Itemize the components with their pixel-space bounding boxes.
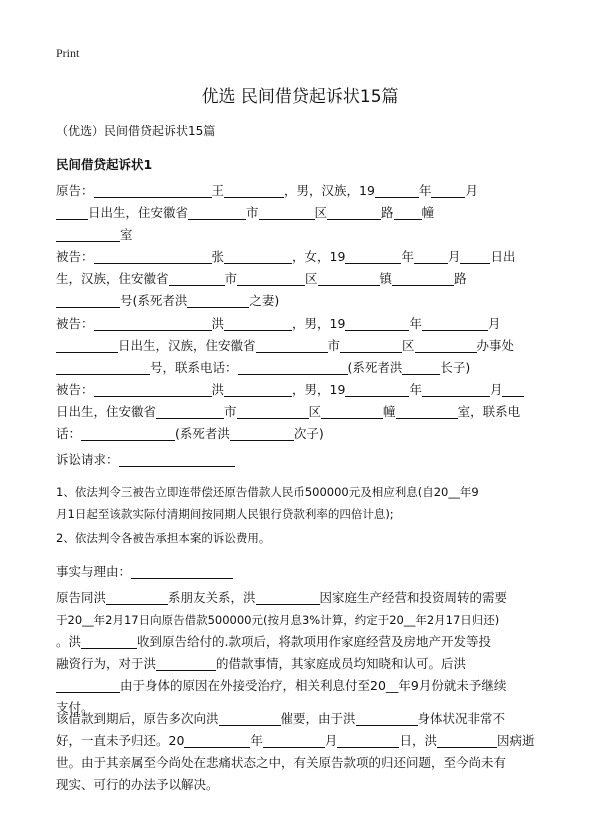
blank-field [340,338,402,353]
blank-field [414,249,448,264]
text: (系死者洪 [347,360,403,375]
claim-2-paragraph [56,527,546,549]
page-title: 优选 民间借贷起诉状15篇 [201,87,399,107]
plaintiff-line-3 [56,224,546,246]
facts-p2-line-3: 世。由于其亲属至今尚处在悲痛状态之中，有关原告款项的归还问题，至今尚未有 [56,755,507,770]
blank-field [356,711,418,726]
text: 收到原告给付的.款项后，将款项用作家庭经营及房地产开发等投 [137,634,491,649]
text: 年 [409,316,422,331]
text: 年 [401,249,414,264]
text: 的借款事情，其家庭成员均知晓和认可。后洪 [216,656,467,671]
defendant-2-line-2 [56,335,546,357]
text: 区 [305,271,318,286]
text: 长子) [440,360,471,375]
blank-field [321,404,383,419]
label: 原告： [56,183,94,198]
blank-field [394,205,422,220]
surname: 张 [211,249,225,264]
text: 市 [224,271,238,286]
text: 由于身体的原因在外接受治疗，相关利息付至20__年9月份就未予继续 [120,678,507,693]
facts-p2-line-1 [56,708,546,730]
blank-field [56,227,120,242]
text: (系死者洪 [175,426,230,441]
blank-field [224,316,292,331]
text: 室，联系电 [457,404,521,419]
text: 幢 [383,404,396,419]
blank-field [169,271,225,286]
blank-field [187,293,249,308]
text: 年 [250,733,263,748]
text: 该借款到期后，原告多次向洪 [56,711,219,726]
facts-p1-line-5 [56,675,546,697]
blank-field [237,404,309,419]
blank-field [188,205,246,220]
facts-p1-line-2: 于20__年2月17日向原告借款500000元(按月息3%计算，约定于20__年2月17日归还) [56,613,500,627]
text: 日出 [490,249,516,264]
blank-field [156,656,216,671]
defendant-1-line-2 [56,268,546,290]
blank-field [402,360,440,375]
blank-field [81,634,137,649]
text: 原告同洪 [56,590,107,605]
defendant-1-paragraph [56,246,546,312]
blank-field [259,205,315,220]
text: 因家庭生产经营和投资周转的需要 [319,590,508,605]
blank-field [238,360,348,375]
text: 。洪 [56,634,82,649]
blank-field [502,382,524,397]
defendant-1-line-1 [56,246,546,268]
surname: 洪 [211,316,225,331]
text: 幢 [421,205,435,220]
blank-field [345,316,409,331]
claims-label [56,449,546,471]
defendant-2-line-3 [56,357,546,379]
blank-field [224,249,292,264]
text: 系朋友关系，洪 [168,590,256,605]
text: 区 [308,404,322,419]
blank-field [94,183,212,198]
text: 日出生，住安徽省 [88,205,189,220]
text: 年 [409,382,422,397]
blank-field [392,271,454,286]
label: 诉讼请求： [56,452,119,467]
facts-p2-line-2 [56,730,546,752]
blank-field [256,590,320,605]
facts-p2-line-4: 现实、可行的办法予以解决。 [56,777,219,792]
blank-field [106,590,168,605]
surname: 王 [211,183,225,198]
text: 室 [120,227,133,242]
claim-1-line-1: 1、依法判令三被告立即连带偿还原告借款人民币500000元及相应利息(自20__年9 [56,485,479,499]
label: 被告： [56,249,94,264]
claims-label-line [56,449,546,471]
text: 融资行为，对于洪 [56,656,157,671]
text: 年 [418,183,432,198]
blank-field [94,316,212,331]
blank-field [56,678,120,693]
blank-field [56,205,88,220]
claim-1-paragraph [56,481,546,525]
blank-field [318,271,380,286]
blank-field [345,249,401,264]
blank-field [119,452,235,467]
text: 区 [314,205,328,220]
surname: 洪 [211,382,225,397]
blank-field [56,360,150,375]
text: 因病逝 [496,733,535,748]
text: 次子) [293,426,324,441]
facts-p1-line-6: 支付。 [56,700,94,715]
claim-2-line: 2、依法判令各被告承担本案的诉讼费用。 [56,531,271,545]
text: 身体状况非常不 [417,711,506,726]
facts-label-line [56,561,546,583]
defendant-2-paragraph [56,313,546,379]
text: 镇 [379,271,393,286]
text: ，男，19 [292,316,346,331]
blank-field [94,249,212,264]
facts-paragraph-2 [56,708,546,796]
label: 被告： [56,316,94,331]
label: 事实与理由： [56,564,132,579]
blank-field [345,382,409,397]
text: 号(系死者洪 [120,293,188,308]
text: 月 [465,183,478,198]
label: 被告： [56,382,94,397]
blank-field [219,711,281,726]
text: 月 [447,249,461,264]
text: 办事处 [476,338,515,353]
text: 市 [224,404,237,419]
facts-p1-line-3 [56,631,546,653]
text: 市 [327,338,341,353]
text: 路 [454,271,467,286]
text: 好，一直未予归还。20 [56,733,185,748]
text: ，男，汉族，19 [284,183,375,198]
blank-field [415,338,477,353]
blank-field [460,249,490,264]
facts-p1-line-1 [56,587,546,609]
defendant-2-line-1 [56,313,546,335]
text: 生，汉族，住安徽省 [56,271,169,286]
text: 催要，由于洪 [280,711,356,726]
blank-field [184,733,250,748]
text: 路 [381,205,394,220]
blank-field [422,382,490,397]
section-heading: 民间借贷起诉状1 [56,157,153,172]
text: 月 [487,316,501,331]
blank-field [230,426,294,441]
text: 区 [402,338,415,353]
claim-1-line-2: 月1日起至该款实际付清期间按同期人民银行贷款利率的四倍计息); [56,507,394,521]
blank-field [94,382,212,397]
blank-field [437,733,497,748]
blank-field [263,733,325,748]
facts-p1-line-4 [56,653,546,675]
facts-label [56,561,546,583]
blank-field [327,205,381,220]
print-label: Print [56,46,80,60]
text: 市 [246,205,259,220]
defendant-3-paragraph [56,379,546,445]
blank-field [224,183,284,198]
text: ，男，19 [292,382,346,397]
blank-field [131,564,233,579]
facts-paragraph-1 [56,587,546,719]
defendant-3-line-1 [56,379,546,401]
blank-field [237,271,305,286]
text: 日，洪 [399,733,437,748]
blank-field [396,404,458,419]
document-subtitle: （优选）民间借贷起诉状15篇 [56,124,216,138]
blank-field [422,316,488,331]
text: 话： [56,426,82,441]
blank-field [224,382,292,397]
text: 月 [324,733,338,748]
text: 月 [489,382,503,397]
plaintiff-line-1 [56,180,546,202]
text: 之妻) [249,293,280,308]
blank-field [256,338,328,353]
blank-field [431,183,465,198]
defendant-3-line-3 [56,423,546,445]
blank-field [156,404,224,419]
text: ，女，19 [292,249,346,264]
text: 日出生，汉族，住安徽省 [118,338,256,353]
defendant-3-line-2 [56,401,546,423]
text: 号，联系电话： [150,360,238,375]
blank-field [81,426,175,441]
plaintiff-line-2 [56,202,546,224]
blank-field [375,183,419,198]
text: 日出生，住安徽省 [56,404,157,419]
blank-field [337,733,399,748]
blank-field [56,293,120,308]
defendant-1-line-3 [56,290,546,312]
blank-field [56,338,118,353]
plaintiff-paragraph [56,180,546,246]
